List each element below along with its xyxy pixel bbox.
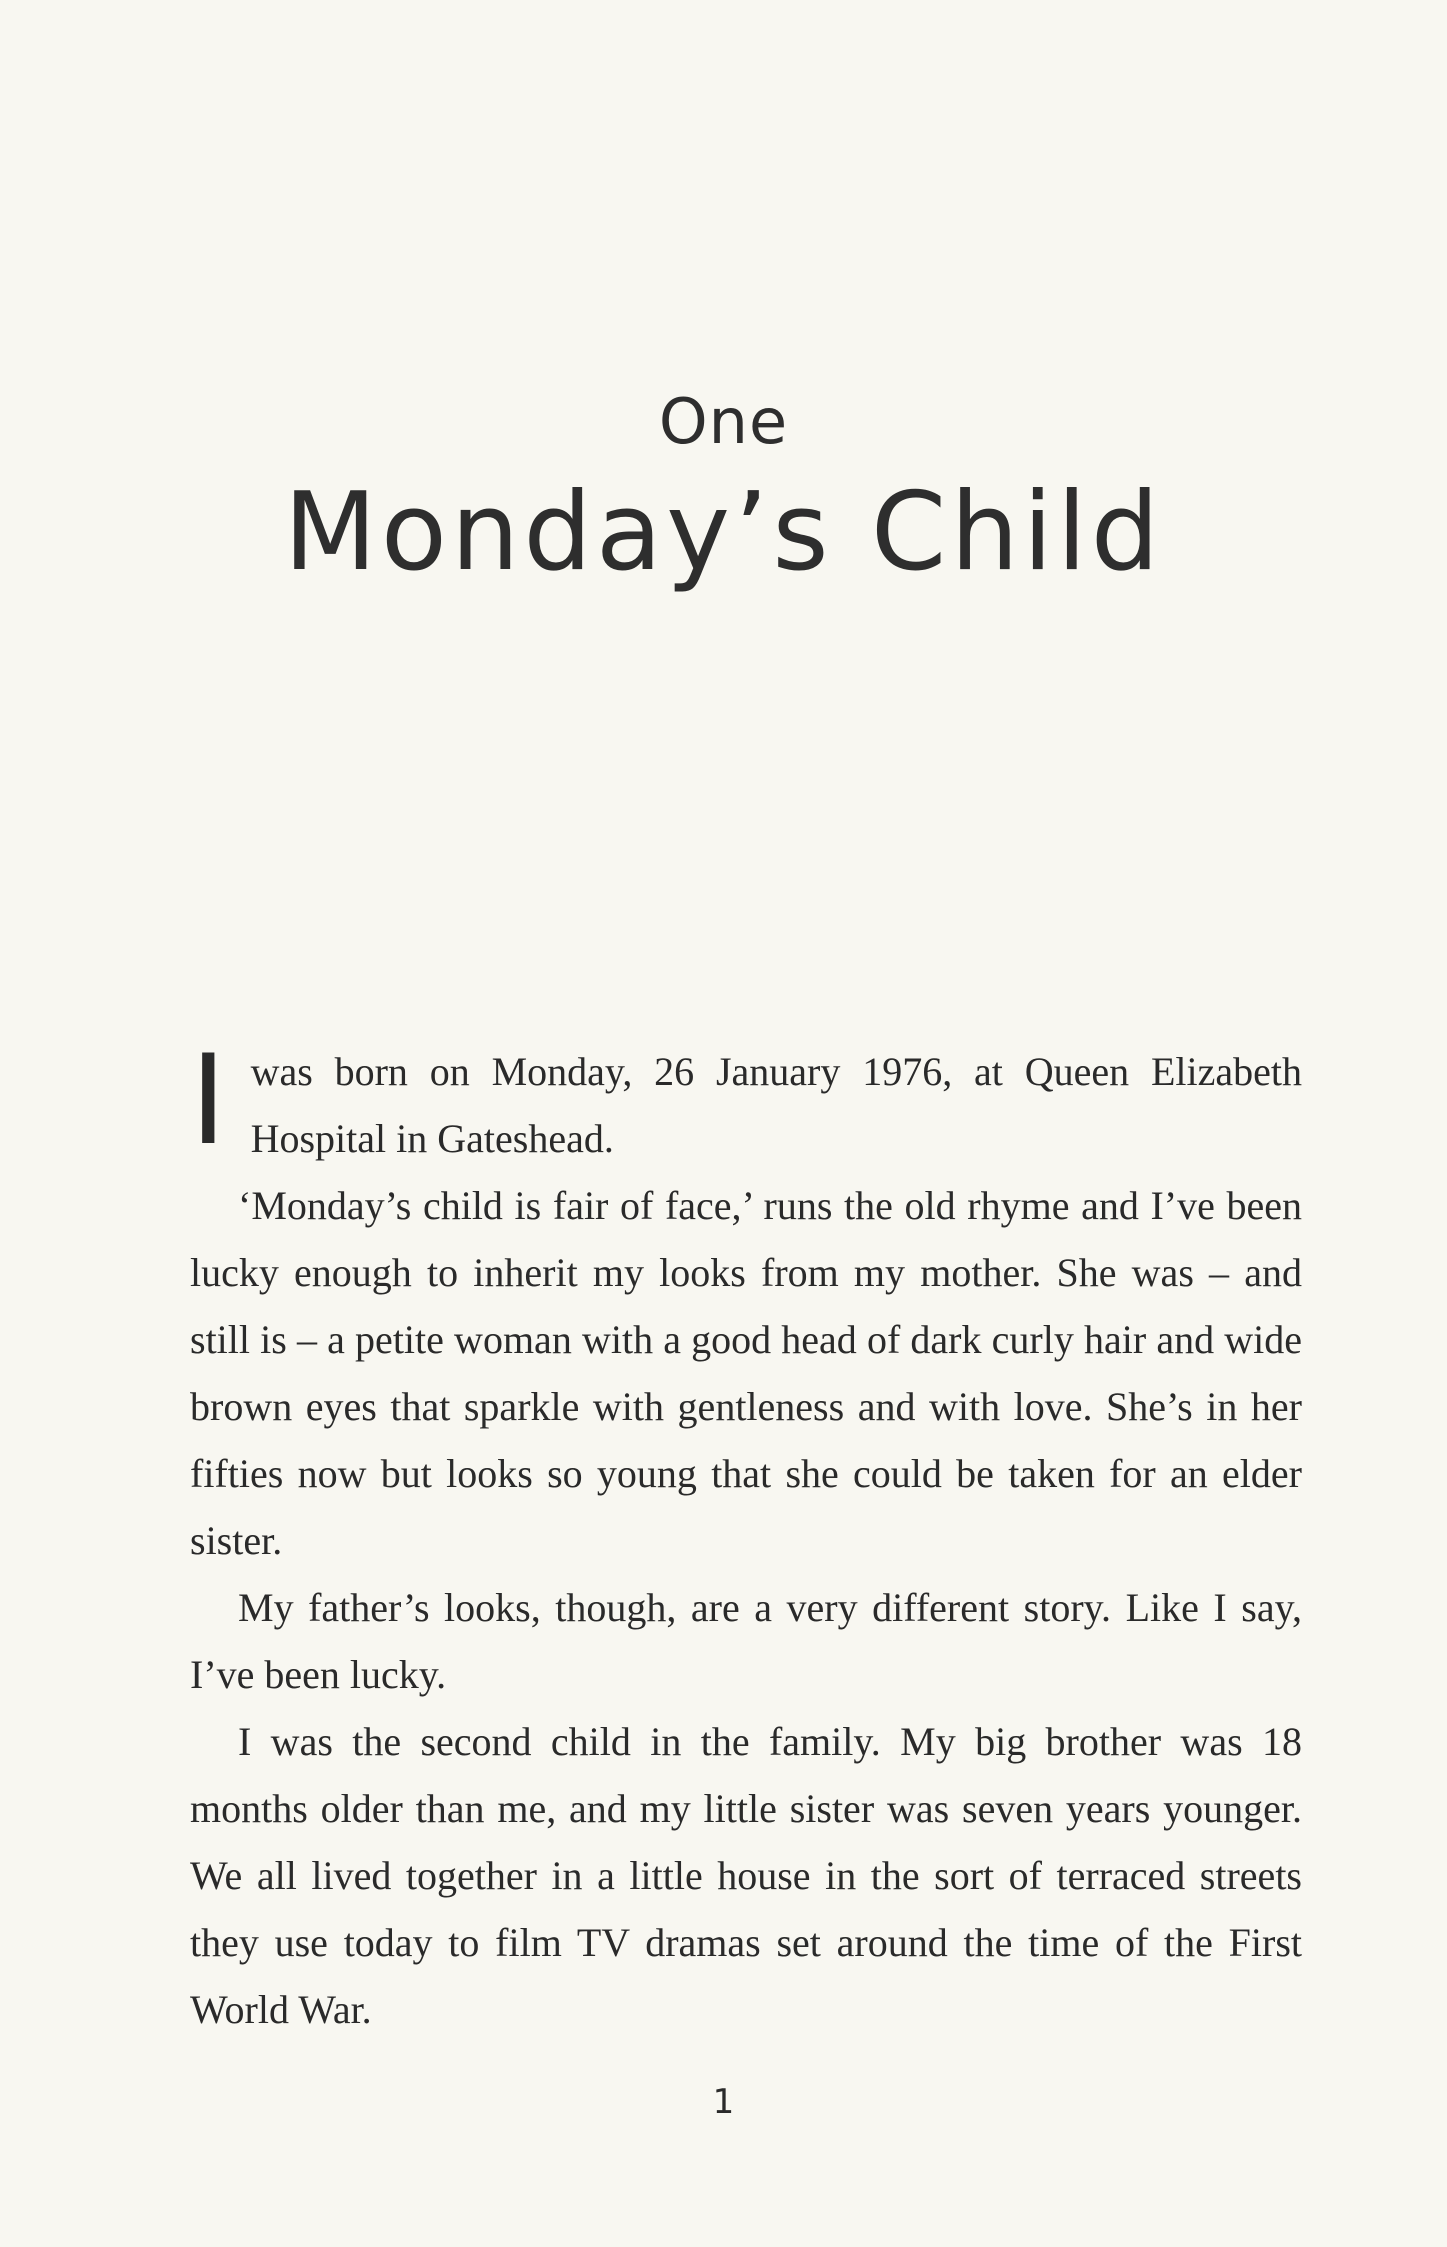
chapter-title: Monday’s Child (283, 470, 1164, 595)
paragraph-4: I was the second child in the family. My big brother was 18 months older than me, and my little sister was seven years younger. We all lived together in a little house in the sort of terraced streets they use today to film TV dramas set around the time of the First World War. (190, 1719, 1302, 2032)
drop-cap: I (190, 1029, 227, 1173)
body-text (190, 1029, 1302, 2043)
paragraph-3: My father’s looks, though, are a very different story. Like I say, I’ve been lucky. (190, 1585, 1302, 1697)
chapter-number: One (658, 385, 789, 458)
paragraph-1 (190, 1029, 1302, 1173)
page-number: 1 (712, 2082, 735, 2122)
paragraph-2: ‘Monday’s child is fair of face,’ runs the old rhyme and I’ve been lucky enough to inherit my looks from my mother. She was – and still is – a petite woman with a good head of dark curly hair and wide brown eyes that sparkle with gentleness and with love. She’s in her fifties now but looks so young that she could be taken for an elder sister. (190, 1183, 1302, 1563)
paragraph-1-text: was born on Monday, 26 January 1976, at Queen Elizabeth Hospital in Gateshead. (250, 1049, 1302, 1161)
